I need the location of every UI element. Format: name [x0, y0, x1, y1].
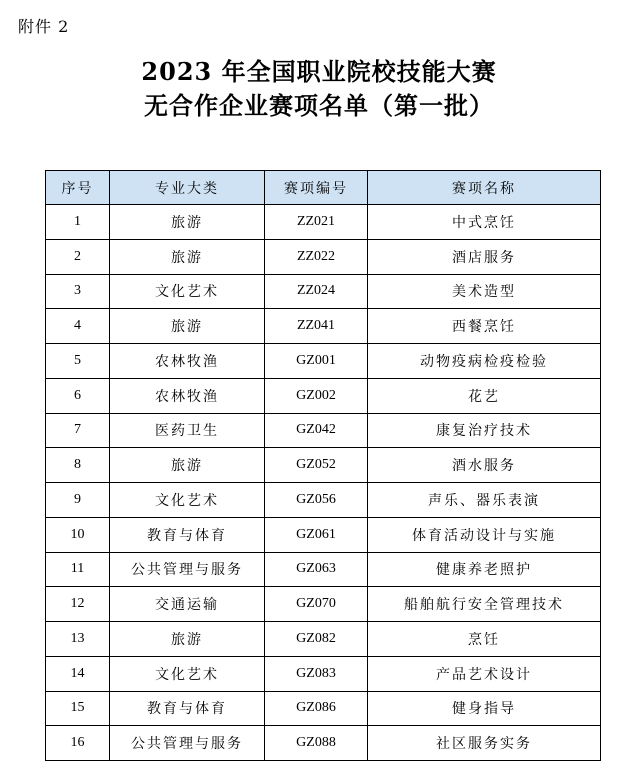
cell-name: 美术造型 — [368, 274, 601, 309]
competition-list-table — [45, 170, 601, 761]
cell-index: 12 — [46, 587, 110, 622]
cell-name: 动物疫病检疫检验 — [368, 344, 601, 379]
cell-index: 14 — [46, 656, 110, 691]
header-category: 专业大类 — [110, 171, 265, 205]
cell-index: 16 — [46, 726, 110, 761]
cell-code: GZ086 — [265, 691, 368, 726]
cell-name: 产品艺术设计 — [368, 656, 601, 691]
cell-index: 4 — [46, 309, 110, 344]
table-row — [46, 656, 601, 691]
cell-index: 7 — [46, 413, 110, 448]
cell-code: ZZ041 — [265, 309, 368, 344]
cell-index: 5 — [46, 344, 110, 379]
cell-index: 3 — [46, 274, 110, 309]
cell-name: 烹饪 — [368, 622, 601, 657]
cell-index: 10 — [46, 517, 110, 552]
cell-category: 旅游 — [110, 239, 265, 274]
table-row — [46, 622, 601, 657]
cell-name: 中式烹饪 — [368, 205, 601, 240]
cell-index: 8 — [46, 448, 110, 483]
table-row — [46, 309, 601, 344]
cell-category: 农林牧渔 — [110, 344, 265, 379]
table-row — [46, 274, 601, 309]
cell-index: 9 — [46, 483, 110, 518]
cell-name: 体育活动设计与实施 — [368, 517, 601, 552]
cell-index: 1 — [46, 205, 110, 240]
cell-name: 健身指导 — [368, 691, 601, 726]
cell-category: 旅游 — [110, 205, 265, 240]
cell-code: GZ061 — [265, 517, 368, 552]
cell-code: GZ083 — [265, 656, 368, 691]
cell-code: GZ042 — [265, 413, 368, 448]
cell-category: 教育与体育 — [110, 691, 265, 726]
table-row — [46, 413, 601, 448]
cell-code: GZ056 — [265, 483, 368, 518]
cell-category: 旅游 — [110, 309, 265, 344]
table-row — [46, 587, 601, 622]
table-row — [46, 344, 601, 379]
cell-category: 旅游 — [110, 622, 265, 657]
cell-code: GZ082 — [265, 622, 368, 657]
cell-index: 15 — [46, 691, 110, 726]
cell-name: 花艺 — [368, 378, 601, 413]
cell-name: 健康养老照护 — [368, 552, 601, 587]
cell-name: 酒店服务 — [368, 239, 601, 274]
cell-category: 文化艺术 — [110, 656, 265, 691]
table-row — [46, 239, 601, 274]
table-row — [46, 378, 601, 413]
table-row — [46, 517, 601, 552]
cell-category: 交通运输 — [110, 587, 265, 622]
cell-category: 旅游 — [110, 448, 265, 483]
cell-code: GZ088 — [265, 726, 368, 761]
cell-name: 酒水服务 — [368, 448, 601, 483]
table-row — [46, 552, 601, 587]
table-row — [46, 205, 601, 240]
cell-category: 农林牧渔 — [110, 378, 265, 413]
attachment-label: 附件 2 — [18, 17, 70, 36]
table-row — [46, 691, 601, 726]
cell-code: GZ052 — [265, 448, 368, 483]
document-title-line2: 无合作企业赛项名单（第一批） — [144, 91, 494, 120]
cell-name: 声乐、器乐表演 — [368, 483, 601, 518]
table-row — [46, 448, 601, 483]
cell-category: 文化艺术 — [110, 483, 265, 518]
cell-name: 康复治疗技术 — [368, 413, 601, 448]
cell-index: 2 — [46, 239, 110, 274]
cell-code: GZ070 — [265, 587, 368, 622]
cell-code: GZ063 — [265, 552, 368, 587]
table-row — [46, 726, 601, 761]
cell-category: 教育与体育 — [110, 517, 265, 552]
cell-category: 公共管理与服务 — [110, 726, 265, 761]
cell-code: GZ002 — [265, 378, 368, 413]
cell-code: ZZ021 — [265, 205, 368, 240]
table-row — [46, 483, 601, 518]
cell-name: 西餐烹饪 — [368, 309, 601, 344]
table-header-row — [46, 171, 601, 205]
cell-category: 公共管理与服务 — [110, 552, 265, 587]
header-index: 序号 — [46, 171, 110, 205]
cell-name: 船舶航行安全管理技术 — [368, 587, 601, 622]
cell-name: 社区服务实务 — [368, 726, 601, 761]
document-title-line1: 2023 年全国职业院校技能大赛 — [141, 57, 497, 86]
cell-index: 6 — [46, 378, 110, 413]
cell-category: 文化艺术 — [110, 274, 265, 309]
header-name: 赛项名称 — [368, 171, 601, 205]
cell-code: ZZ024 — [265, 274, 368, 309]
header-code: 赛项编号 — [265, 171, 368, 205]
cell-index: 11 — [46, 552, 110, 587]
cell-code: GZ001 — [265, 344, 368, 379]
cell-code: ZZ022 — [265, 239, 368, 274]
cell-category: 医药卫生 — [110, 413, 265, 448]
cell-index: 13 — [46, 622, 110, 657]
